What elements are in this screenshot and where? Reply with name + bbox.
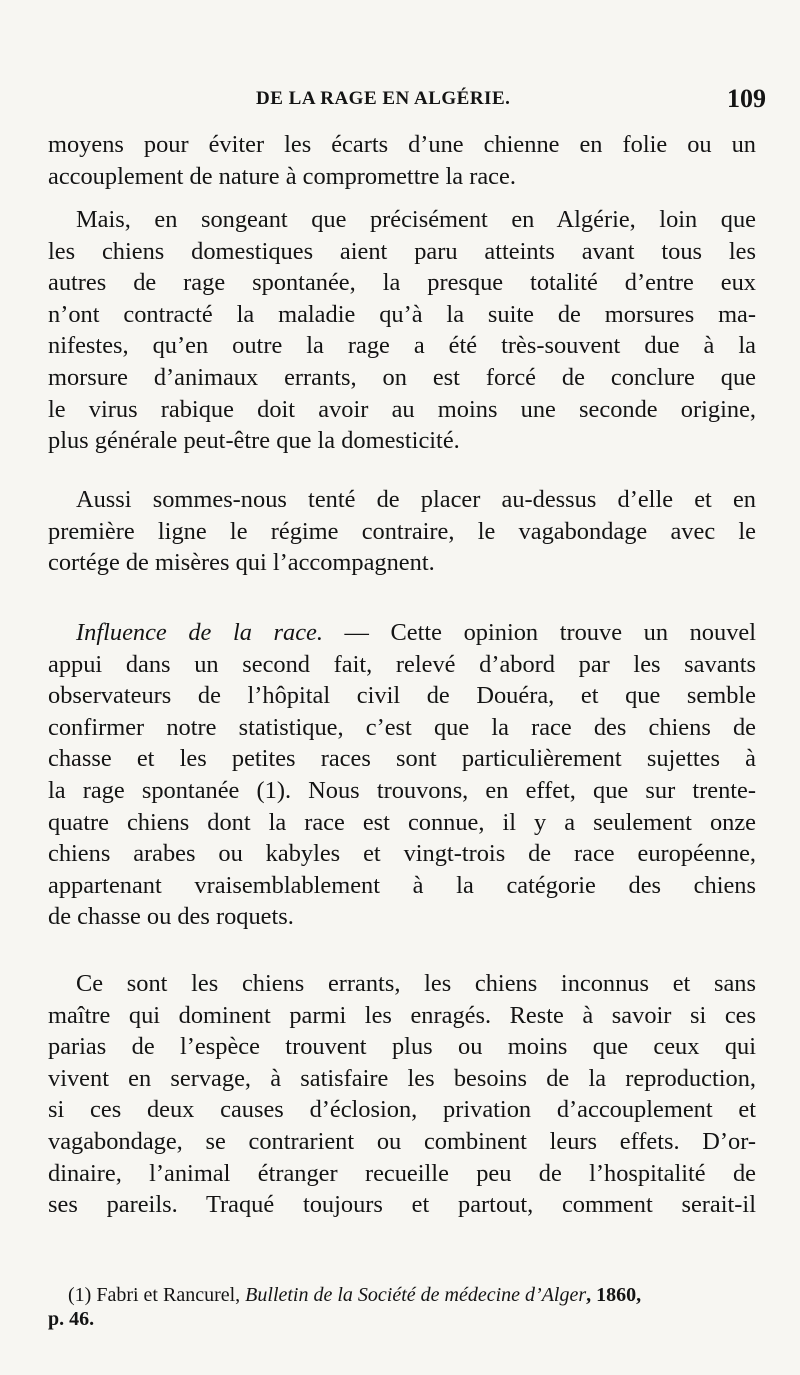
text-line: appui dans un second fait, relevé d’abord par les savants bbox=[48, 650, 756, 678]
heading-continuation: — Cette opinion trouve un nouvel bbox=[322, 619, 756, 646]
text-line: nifestes, qu’en outre la rage a été très-souvent due à la bbox=[48, 332, 756, 360]
paragraph-4 bbox=[48, 617, 756, 933]
footnote-marker: (1) bbox=[68, 1284, 92, 1306]
text-line: ses pareils. Traqué toujours et partout, comment serait-il bbox=[48, 1191, 756, 1219]
text-line: autres de rage spontanée, la presque totalité d’entre eux bbox=[48, 269, 756, 297]
text-line: première ligne le régime contraire, le vagabondage avec le bbox=[48, 517, 756, 545]
footnote-line bbox=[48, 1307, 756, 1331]
text-line: vagabondage, se contrarient ou combinent leurs effets. D’or- bbox=[48, 1127, 756, 1155]
text-line: appartenant vraisemblablement à la catégorie des chiens bbox=[48, 871, 756, 899]
paragraph-1 bbox=[48, 129, 756, 192]
text-line: les chiens domestiques aient paru atteints avant tous les bbox=[48, 237, 756, 265]
paragraph-2 bbox=[48, 204, 756, 457]
text-line: Ce sont les chiens errants, les chiens inconnus et sans bbox=[76, 970, 756, 997]
running-title: DE LA RAGE EN ALGÉRIE. bbox=[256, 88, 511, 109]
footnote-journal: Bulletin de la Société de médecine d’Alger bbox=[245, 1284, 587, 1306]
paragraph-3 bbox=[48, 484, 756, 579]
text-line: n’ont contracté la maladie qu’à la suite de morsures ma- bbox=[48, 300, 756, 328]
footnote bbox=[48, 1283, 756, 1331]
text-line: parias de l’espèce trouvent plus ou moins que ceux qui bbox=[48, 1033, 756, 1061]
text-line: observateurs de l’hôpital civil de Douéra, et que semble bbox=[48, 682, 756, 710]
text-line: morsure d’animaux errants, on est forcé de conclure que bbox=[48, 363, 756, 391]
section-heading: Influence de la race. bbox=[76, 619, 323, 646]
text-line: plus générale peut-être que la domesticité. bbox=[48, 427, 460, 455]
paragraph-5 bbox=[48, 968, 756, 1221]
text-line: chasse et les petites races sont particulièrement sujettes à bbox=[48, 745, 756, 773]
text-line: le virus rabique doit avoir au moins une seconde origine, bbox=[48, 395, 756, 423]
text-line: confirmer notre statistique, c’est que la race des chiens de bbox=[48, 713, 756, 741]
text-line bbox=[48, 617, 756, 649]
text-line: Aussi sommes-nous tenté de placer au-dessus d’elle et en bbox=[76, 486, 756, 513]
text-line: la rage spontanée (1). Nous trouvons, en effet, que sur trente- bbox=[48, 776, 756, 804]
text-line: si ces deux causes d’éclosion, privation d’accouplement et bbox=[48, 1096, 756, 1124]
footnote-line bbox=[48, 1283, 756, 1307]
text-line: de chasse ou des roquets. bbox=[48, 903, 294, 931]
page-number: 109 bbox=[727, 84, 766, 113]
footnote-page: p. 46. bbox=[48, 1308, 95, 1330]
text-line: accouplement de nature à compromettre la race. bbox=[48, 162, 516, 190]
text-line: cortége de misères qui l’accompagnent. bbox=[48, 549, 435, 577]
text-line: quatre chiens dont la race est connue, il y a seulement onze bbox=[48, 808, 756, 836]
text-line: chiens arabes ou kabyles et vingt-trois de race européenne, bbox=[48, 840, 756, 868]
text-line: Mais, en songeant que précisément en Algérie, loin que bbox=[76, 206, 756, 233]
text-line: vivent en servage, à satisfaire les besoins de la reproduction, bbox=[48, 1064, 756, 1092]
footnote-authors: Fabri et Rancurel, bbox=[96, 1284, 241, 1306]
page-header bbox=[48, 84, 766, 118]
text-line: maître qui dominent parmi les enragés. Reste à savoir si ces bbox=[48, 1001, 756, 1029]
text-line: dinaire, l’animal étranger recueille peu de l’hospitalité de bbox=[48, 1159, 756, 1187]
footnote-year: , 1860, bbox=[586, 1284, 642, 1306]
text-line: moyens pour éviter les écarts d’une chienne en folie ou un bbox=[48, 131, 756, 158]
